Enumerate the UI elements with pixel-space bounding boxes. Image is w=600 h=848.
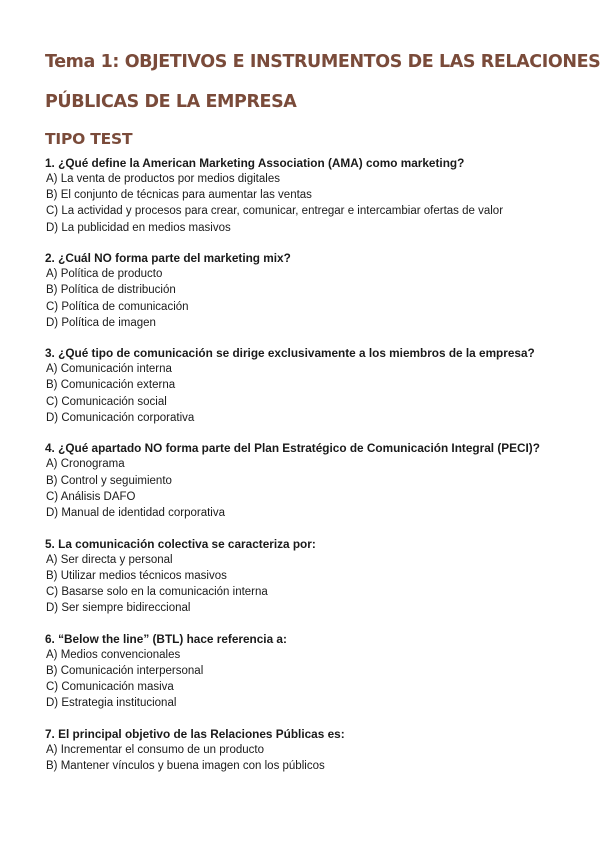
question-text: 3. ¿Qué tipo de comunicación se dirige exclusivamente a los miembros de la empresa? — [45, 346, 535, 361]
question-list — [45, 155, 585, 789]
answer-option: A) Política de producto — [46, 268, 163, 281]
answer-option: B) El conjunto de técnicas para aumentar las ventas — [46, 189, 312, 202]
answer-option: D) Comunicación corporativa — [46, 411, 195, 424]
answer-option: A) Comunicación interna — [46, 363, 172, 376]
question-block — [45, 345, 585, 426]
answer-option: D) La publicidad en medios masivos — [46, 221, 231, 234]
answer-option: A) Medios convencionales — [46, 648, 181, 661]
question-text: 2. ¿Cuál NO forma parte del marketing mix? — [45, 251, 291, 266]
answer-option: B) Comunicación interpersonal — [46, 664, 204, 677]
answer-option: B) Comunicación externa — [46, 379, 176, 392]
title-prefix: Tema 1: — [45, 52, 119, 72]
answer-option: D) Manual de identidad corporativa — [46, 506, 225, 519]
question-block — [45, 250, 585, 331]
answer-option: B) Utilizar medios técnicos masivos — [46, 569, 227, 582]
question-block — [45, 155, 585, 236]
answer-option: A) La venta de productos por medios digitales — [46, 173, 280, 185]
answer-option: B) Control y seguimiento — [46, 474, 172, 487]
answer-option: C) La actividad y procesos para crear, comunicar, entregar e intercambiar ofertas de valor — [46, 205, 504, 218]
answer-option: D) Estrategia institucional — [46, 697, 177, 710]
answer-option: C) Análisis DAFO — [46, 490, 136, 503]
answer-option: B) Política de distribución — [46, 284, 176, 297]
answer-option: B) Mantener vínculos y buena imagen con los públicos — [46, 760, 325, 773]
answer-option: C) Política de comunicación — [46, 300, 189, 313]
title-line-1-rest: OBJETIVOS E INSTRUMENTOS DE LAS RELACIONES — [124, 52, 600, 72]
question-text: 4. ¿Qué apartado NO forma parte del Plan Estratégico de Comunicación Integral (PECI)? — [45, 441, 540, 456]
answer-option: A) Ser directa y personal — [46, 553, 173, 566]
answer-option: C) Comunicación masiva — [46, 681, 174, 694]
question-block — [45, 631, 585, 712]
question-block — [45, 440, 585, 521]
answer-option: C) Comunicación social — [46, 395, 167, 408]
question-text: 6. “Below the line” (BTL) hace referencia a: — [45, 631, 287, 646]
question-text: 7. El principal objetivo de las Relaciones Públicas es: — [45, 726, 345, 741]
answer-option: D) Política de imagen — [46, 316, 156, 329]
answer-option: D) Ser siempre bidireccional — [46, 602, 191, 615]
document-title-line-2: PÚBLICAS DE LA EMPRESA — [45, 92, 297, 112]
answer-option: A) Cronograma — [46, 458, 125, 471]
question-text: 1. ¿Qué define la American Marketing Association (AMA) como marketing? — [45, 156, 465, 170]
question-block — [45, 536, 585, 617]
question-block — [45, 726, 585, 774]
answer-option: A) Incrementar el consumo de un producto — [46, 743, 264, 756]
document-title-line-1 — [45, 52, 600, 72]
section-heading: TIPO TEST — [45, 130, 133, 148]
answer-option: C) Basarse solo en la comunicación interna — [46, 585, 268, 598]
question-text: 5. La comunicación colectiva se caracteriza por: — [45, 536, 316, 551]
